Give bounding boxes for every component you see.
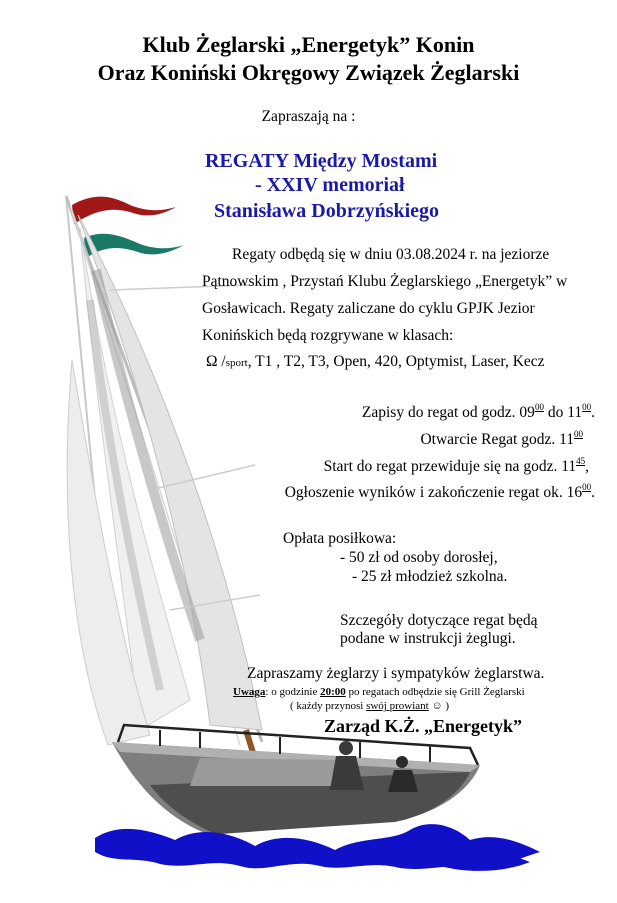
provisions-note: ( każdy przynosi swój prowiant ☺ ) — [290, 700, 450, 712]
classes-line: Ω /sport, T1 , T2, T3, Open, 420, Optymist, Laser, Kecz — [206, 353, 545, 370]
red-flag — [72, 197, 176, 224]
closing-invite: Zapraszamy żeglarzy i sympatyków żeglarstwa. — [247, 665, 545, 682]
description-line-1: Regaty odbędą się w dniu 03.08.2024 r. na jeziorze — [232, 246, 550, 263]
details-line-2: podane w instrukcji żeglugi. — [340, 630, 516, 647]
fee-adult: - 50 zł od osoby dorosłej, — [340, 549, 498, 566]
fee-youth: - 25 zł młodzież szkolna. — [352, 568, 508, 585]
fee-title: Opłata posiłkowa: — [283, 530, 397, 547]
opening-time: Otwarcie Regat godz. $11^{00}$ — [420, 429, 583, 448]
event-title: REGATY Między Mostami — [205, 150, 438, 172]
description-line-3: Gosławicach. Regaty zaliczane do cyklu GPJK Jezior — [202, 300, 535, 317]
association-title: Oraz Koniński Okręgowy Związek Żeglarski — [97, 60, 520, 85]
results-time: Ogłoszenie wyników i zakończenie regat ok. $16^{00}$. — [284, 482, 595, 501]
description-line-4: Konińskich będą rozgrywane w klasach: — [202, 327, 454, 344]
event-honoree: Stanisława Dobrzyńskiego — [214, 200, 440, 222]
registration-time: Zapisy do regat od godz. $09^{00}$ do $11^{00}$. — [361, 402, 595, 421]
details-line-1: Szczegóły dotyczące regat będą — [340, 612, 538, 629]
signature: Zarząd K.Ż. „Energetyk” — [324, 716, 522, 736]
grill-note: Uwaga: o godzinie 20:00 po regatach odbędzie się Grill Żeglarski — [233, 686, 525, 698]
club-title: Klub Żeglarski „Energetyk” Konin — [142, 32, 475, 57]
description-line-2: Pątnowskim , Przystań Klubu Żeglarskiego „Energetyk” w — [202, 273, 568, 290]
event-memorial: - XXIV memoriał — [255, 174, 405, 196]
start-time: Start do regat przewiduje się na godz. $11^{45}$, — [323, 456, 589, 475]
invite-line: Zapraszają na : — [261, 108, 356, 125]
